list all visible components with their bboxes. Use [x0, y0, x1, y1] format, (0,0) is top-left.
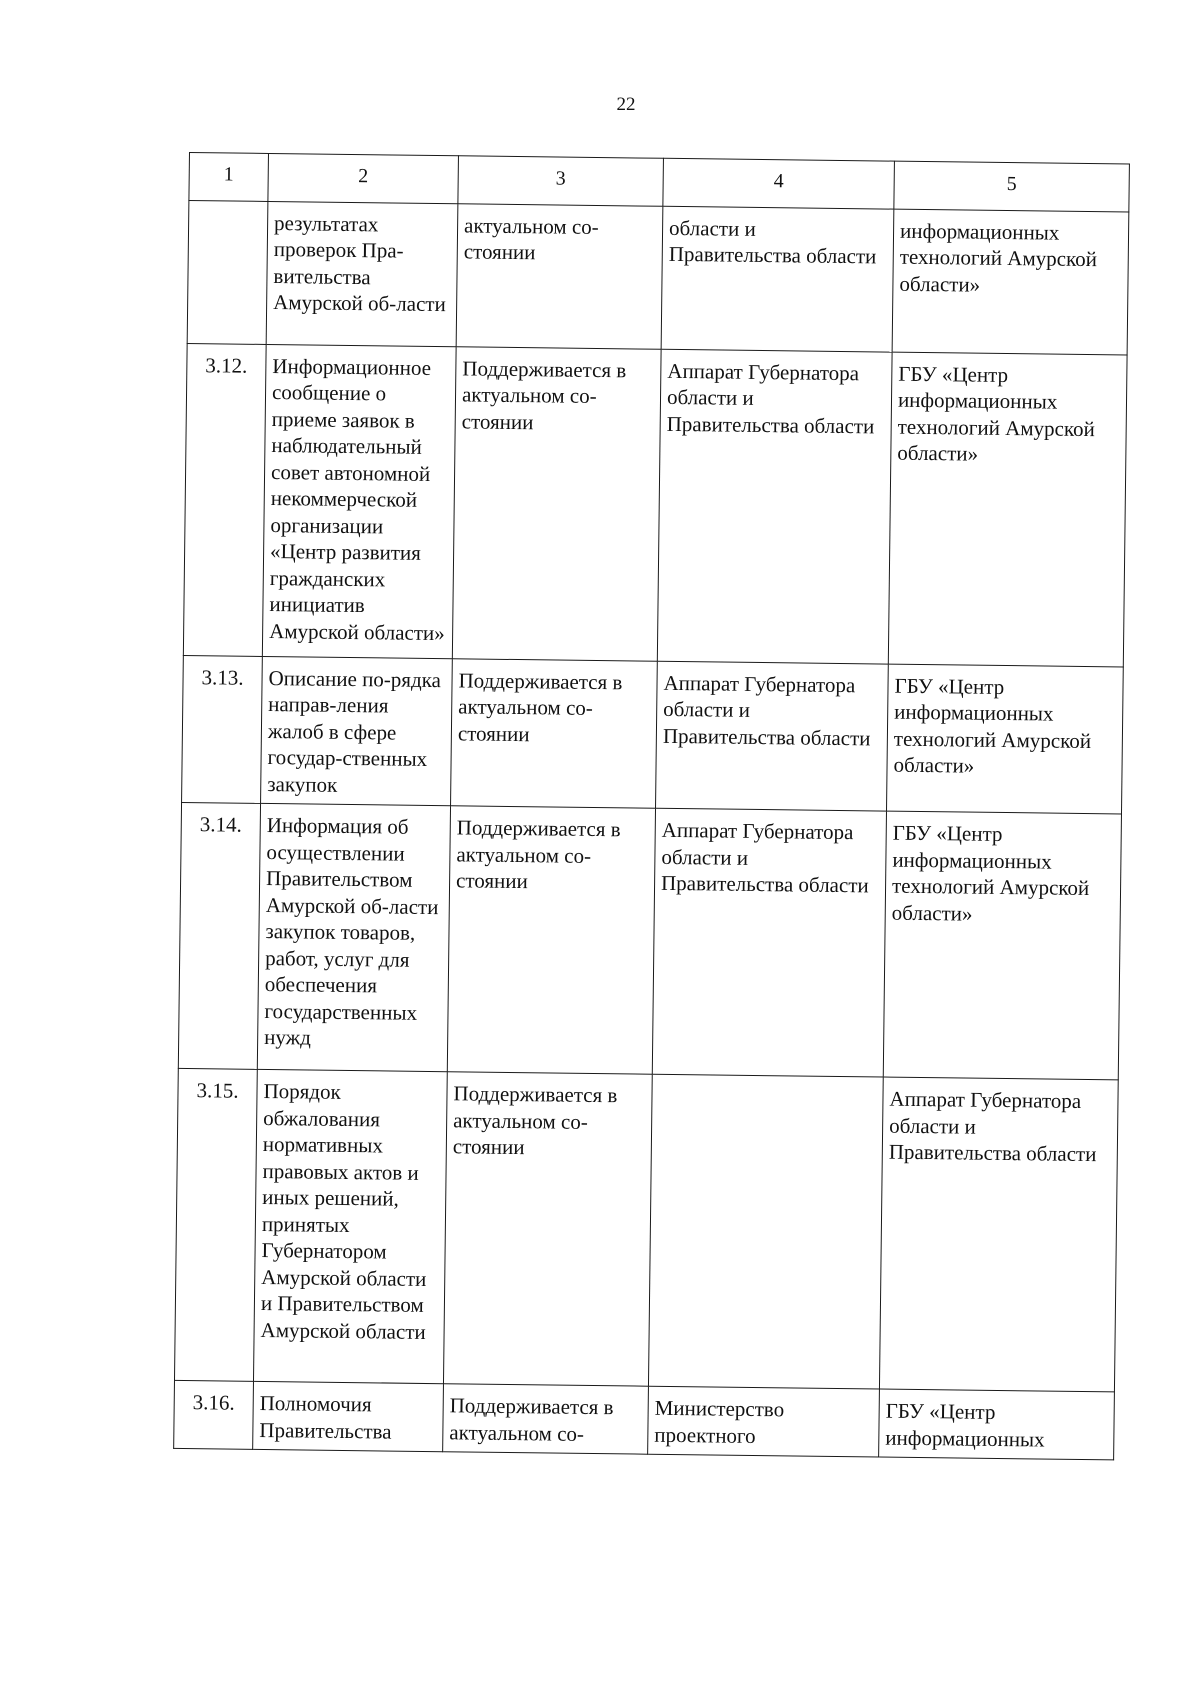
row-number — [187, 200, 268, 344]
item-responsible: Аппарат Губернатора области и Правительства области — [657, 349, 892, 664]
item-status: Поддерживается в актуальном со-стоянии — [447, 806, 655, 1074]
column-number-header: 4 — [663, 158, 895, 208]
item-status: Поддерживается в актуальном со-стоянии — [443, 1072, 652, 1386]
item-name: Описание по-рядка направ-ления жалоб в сфере государ-ственных закупок — [261, 656, 453, 806]
row-number: 3.14. — [178, 802, 260, 1069]
item-responsible — [648, 1074, 883, 1389]
item-name: Порядок обжалования нормативных правовых актов и иных решений, принятых Губернатором Амурской области и Правительством Амурской области — [253, 1069, 447, 1383]
item-executor: ГБУ «Центр информационных технологий Амурской области» — [887, 664, 1124, 814]
item-responsible: Министерство проектного — [648, 1386, 880, 1457]
item-executor: Аппарат Губернатора области и Правительства области — [879, 1077, 1118, 1392]
column-number-header: 5 — [894, 161, 1130, 211]
table-row — [183, 343, 1127, 666]
item-name: Полномочия Правительства — [253, 1381, 444, 1451]
table-row — [187, 200, 1129, 354]
item-status: Поддерживается в актуальном со- — [443, 1384, 649, 1454]
column-number-header: 2 — [268, 153, 459, 203]
item-name: результатах проверок Пра-вительства Амурской об-ласти — [266, 201, 458, 346]
item-executor: ГБУ «Центр информационных технологий Амурской области» — [888, 352, 1127, 667]
row-number: 3.15. — [174, 1068, 257, 1381]
item-responsible: Аппарат Губернатора области и Правительства области — [652, 808, 886, 1077]
column-number-header: 1 — [189, 153, 269, 201]
column-number-header: 3 — [458, 156, 664, 206]
item-name: Информационное сообщение о приеме заявок в наблюдательный совет автономной некоммерческой организации «Центр развития гражданских инициатив Амурской области» — [262, 344, 456, 658]
row-number: 3.16. — [174, 1380, 254, 1449]
table-row — [182, 655, 1124, 814]
item-responsible: Аппарат Губернатора области и Правительства области — [656, 661, 889, 811]
item-executor: ГБУ «Центр информационных — [879, 1389, 1115, 1460]
item-name: Информация об осуществлении Правительством Амурской об-ласти закупок товаров, работ, услуг для обеспечения государственных нужд — [257, 803, 450, 1071]
table-row — [178, 802, 1121, 1079]
table-row — [174, 1380, 1115, 1459]
page-number: 22 — [616, 94, 636, 115]
item-status: актуальном со-стоянии — [456, 203, 663, 348]
document-table — [173, 152, 1130, 1460]
item-status: Поддерживается в актуальном со-стоянии — [451, 658, 658, 808]
item-executor: информационных технологий Амурской области» — [892, 209, 1129, 355]
table-row — [174, 1068, 1118, 1391]
row-number: 3.12. — [183, 343, 266, 656]
row-number: 3.13. — [182, 655, 263, 803]
item-executor: ГБУ «Центр информационных технологий Амурской области» — [883, 811, 1121, 1080]
item-status: Поддерживается в актуальном со-стоянии — [452, 346, 661, 660]
item-responsible: области и Правительства области — [661, 206, 894, 352]
